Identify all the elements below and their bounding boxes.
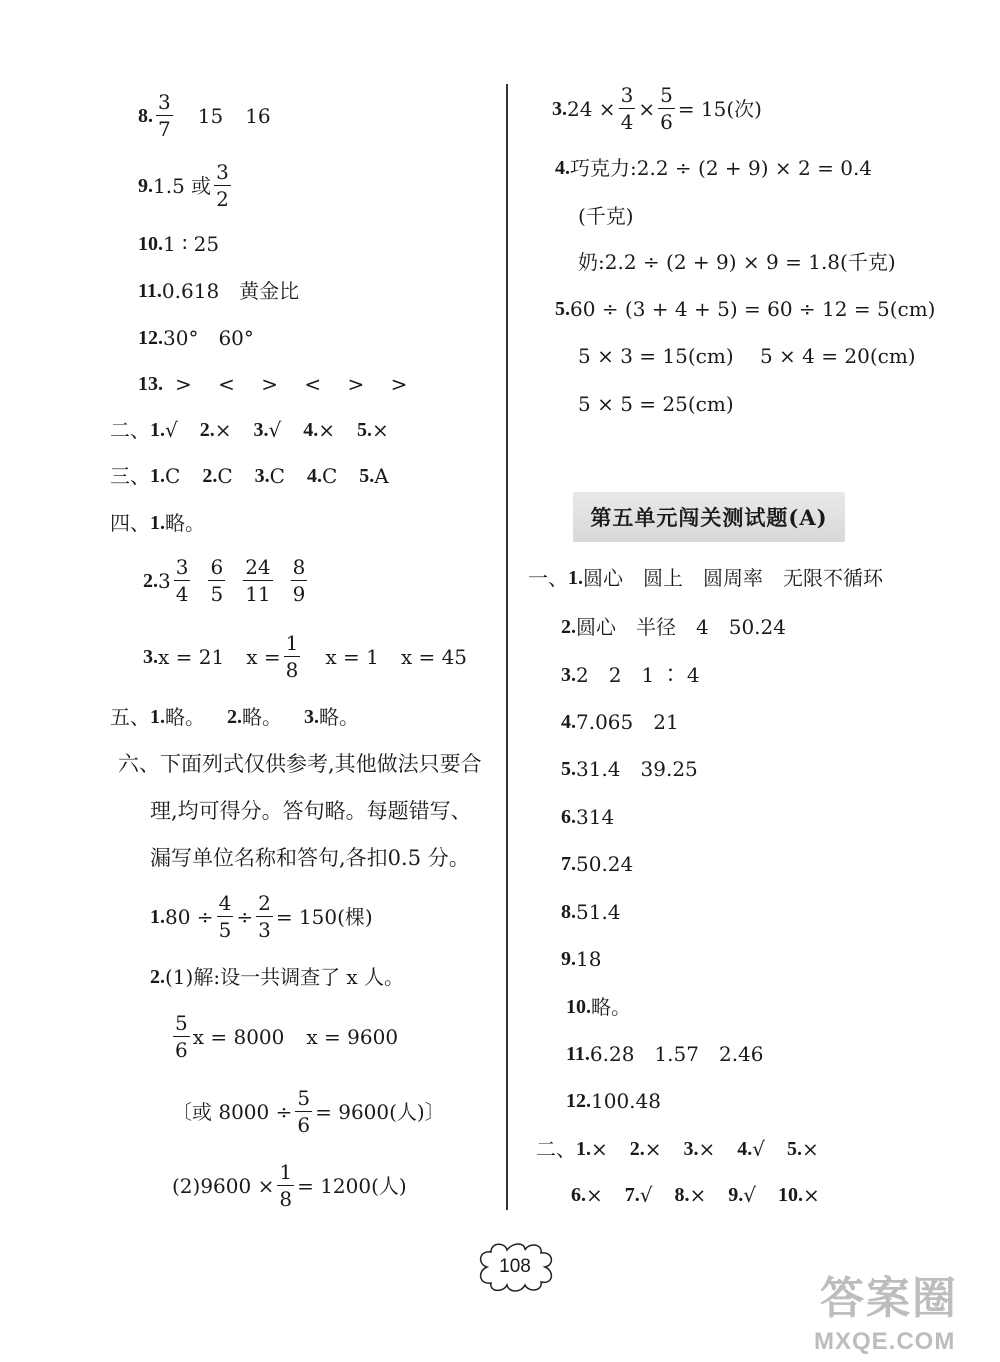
answer-4-2: 2. 3 $\frac{3}{4}$ $\frac{6}{5}$ $\frac{24}{11}$ $\frac{8}{9}$ <box>143 555 306 606</box>
unit-answer-2: 2. 圆心 半径 4 50.24 <box>561 615 786 639</box>
unit-answer-7: 7. 50.24 <box>561 852 634 876</box>
section-3-answers: 三、 1. C 2. C 3. C 4. C 5. A <box>110 464 389 488</box>
unit-title: 第五单元闯关测试题(A) <box>573 492 845 542</box>
unit-answer-12: 12. 100.48 <box>566 1089 661 1113</box>
unit-answer-9: 9. 18 <box>561 947 602 971</box>
answer-11: 11. 0.618 黄金比 <box>138 279 300 303</box>
fraction: $\frac{3}{7}$ <box>158 90 171 141</box>
unit-answer-5: 5. 31.4 39.25 <box>561 757 698 781</box>
answer-10: 10. 1 ∶ 25 <box>138 232 220 256</box>
answer-r4-unit: (千克) <box>578 204 634 228</box>
answer-9: 9. 1.5 或 $\frac{3}{2}$ <box>138 160 229 211</box>
section-6-note-line1: 六、 下面列式仅供参考,其他做法只要合 <box>118 752 482 776</box>
fraction: $\frac{3}{2}$ <box>216 160 229 211</box>
answer-r5-line2: 5 × 3 = 15(cm) 5 × 4 = 20(cm) <box>578 344 916 368</box>
answer-12: 12. 30° 60° <box>138 326 254 350</box>
unit-answer-8: 8. 51.4 <box>561 900 621 924</box>
page-number: 108 <box>473 1240 557 1294</box>
unit-answer-4: 4. 7.065 21 <box>561 710 679 734</box>
section-6-note-line3: 漏写单位名称和答句,各扣0.5 分。 <box>150 846 470 870</box>
unit-section-2-row2: 6. × 7. √ 8. × 9. √ 10. × <box>571 1183 820 1207</box>
column-divider <box>506 84 508 1210</box>
section-4-answers: 四、 1. 略。 <box>110 511 205 535</box>
unit-answer-1: 一、 1. 圆心 圆上 圆周率 无限不循环 <box>528 566 883 590</box>
answer-r5: 5. 60 ÷ (3 + 4 + 5) = 60 ÷ 12 = 5(cm) <box>555 297 936 321</box>
answer-13: 13. > < > < > > <box>138 372 408 396</box>
section-6-note-line2: 理,均可得分。答句略。每题错写、 <box>150 799 472 823</box>
section-2-answers: 二、 1. √ 2. × 3. √ 4. × 5. × <box>110 418 389 442</box>
answer-6-2-equation: $\frac{5}{6}$ x = 8000 x = 9600 <box>175 1011 399 1062</box>
answer-6-2-part2: (2)9600 × $\frac{1}{8}$ = 1200(人) <box>172 1160 407 1211</box>
unit-answer-10: 10. 略。 <box>566 995 631 1019</box>
answer-6-1: 1. 80 ÷ $\frac{4}{5}$ ÷ $\frac{2}{3}$ = 150(棵) <box>150 891 373 942</box>
answer-4-3: 3. x = 21 x = $\frac{1}{8}$ x = 1 x = 45 <box>143 631 468 682</box>
answer-r4: 4. 巧克力:2.2 ÷ (2 + 9) × 2 = 0.4 <box>555 156 873 180</box>
unit-answer-3: 3. 2 2 1 ∶ 4 <box>561 663 700 687</box>
watermark-logo: 答案圈 MXQE.COM <box>814 1274 958 1355</box>
answer-r4-milk: 奶:2.2 ÷ (2 + 9) × 9 = 1.8(千克) <box>578 250 896 274</box>
section-5-answers: 五、 1. 略。 2. 略。 3. 略。 <box>110 705 359 729</box>
item-number: 8. <box>138 104 153 127</box>
answer-8: 8. $\frac{3}{7}$ 15 16 <box>138 90 271 141</box>
answer-6-2: 2. (1)解:设一共调查了 x 人。 <box>150 965 405 989</box>
answer-6-2-alternative: 〔或 8000 ÷ $\frac{5}{6}$ = 9600(人)〕 <box>172 1086 445 1137</box>
unit-answer-11: 11. 6.28 1.57 2.46 <box>566 1042 764 1066</box>
unit-section-2-row1: 二、 1. × 2. × 3. × 4. √ 5. × <box>536 1137 819 1161</box>
unit-answer-6: 6. 314 <box>561 805 615 829</box>
answer-r3: 3. 24 × $\frac{3}{4}$ × $\frac{5}{6}$ = 15(次) <box>552 83 762 134</box>
answer-r5-line3: 5 × 5 = 25(cm) <box>578 392 734 416</box>
